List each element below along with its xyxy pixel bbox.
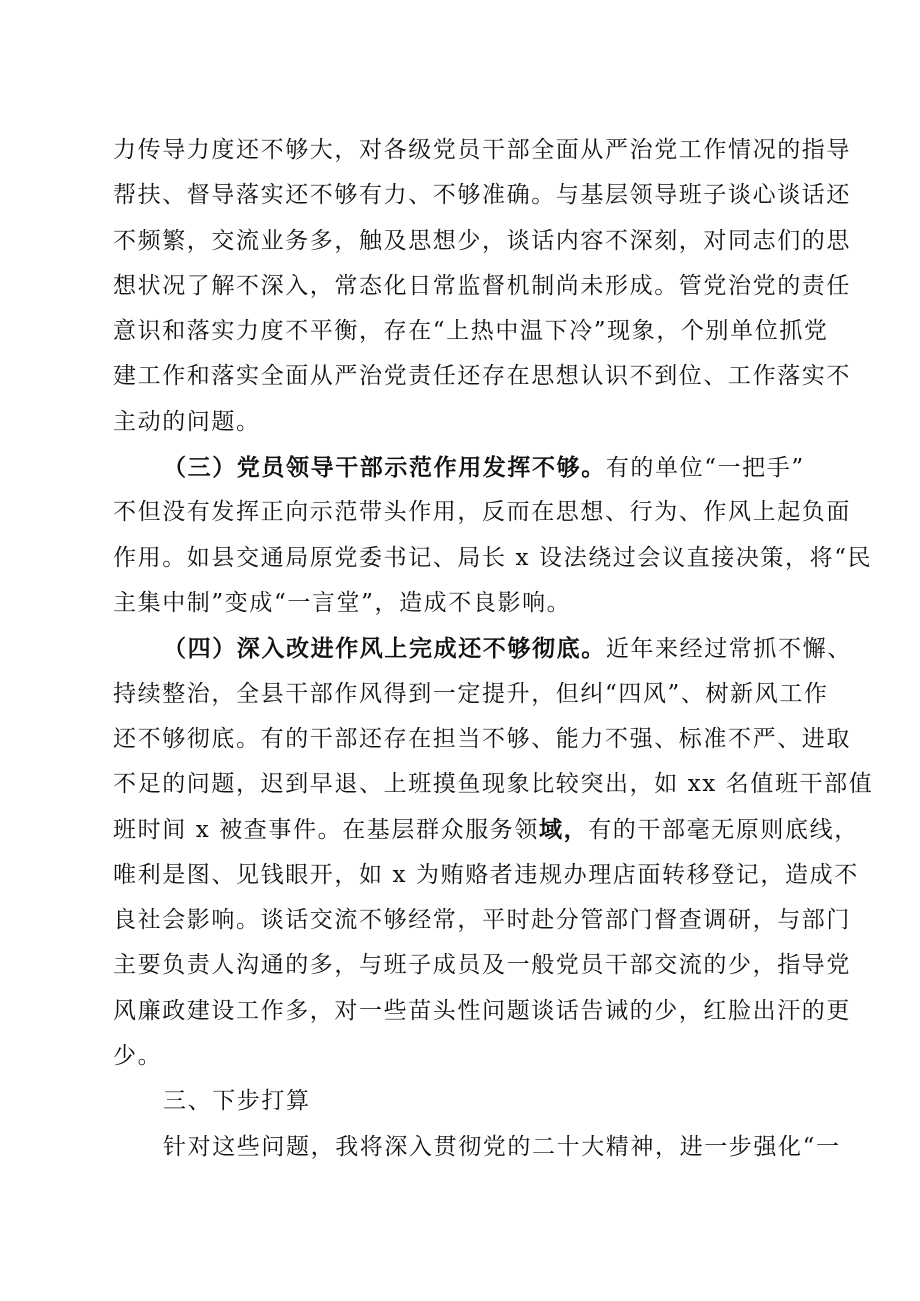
paragraph-heading-4: （四）深入改进作风上完成还不够彻底。 bbox=[163, 635, 606, 663]
text-line: 风廉政建设工作多，对一些苗头性问题谈话告诫的少，红脸出汗的更 bbox=[113, 997, 851, 1024]
text-line: 帮扶、督导落实还不够有力、不够准确。与基层领导班子谈心谈话还 bbox=[113, 182, 851, 209]
text-line bbox=[113, 626, 852, 671]
text-line bbox=[113, 445, 813, 490]
paragraph-leadership-example bbox=[113, 445, 873, 626]
text-line: 针对这些问题，我将深入贯彻党的二十大精神，进一步强化“一 bbox=[163, 1133, 841, 1160]
text-line: 力传导力度还不够大，对各级党员干部全面从严治党工作情况的指导 bbox=[113, 137, 851, 163]
text-segment: 班时间 x 被查事件。在基层群众服务领 bbox=[113, 817, 539, 844]
text-line: 不足的问题，迟到早退、上班摸鱼现象比较突出，如 xx 名值班干部值 bbox=[113, 771, 874, 798]
text-line: 还不够彻底。有的干部还存在担当不够、能力不强、标准不严、进取 bbox=[113, 725, 851, 752]
text-line: 不频繁，交流业务多，触及思想少，谈话内容不深刻，对同志们的思 bbox=[113, 227, 851, 254]
text-line: 良社会影响。谈话交流不够经常，平时赴分管部门督查调研，与部门 bbox=[113, 907, 851, 934]
text-line: 唯利是图、见钱眼开，如 x 为贿赂者违规办理店面转移登记，造成不 bbox=[113, 861, 859, 888]
text-line: 持续整治，全县干部作风得到一定提升，但纠“四风”、树新风工作 bbox=[113, 680, 829, 707]
text-line: 不但没有发挥正向示范带头作用，反而在思想、行为、作风上起负面 bbox=[113, 499, 851, 526]
heading-continuation: 有的单位“一把手” bbox=[605, 455, 805, 482]
paragraph-heading-3: （三）党员领导干部示范作用发挥不够。 bbox=[163, 454, 606, 482]
text-line: 想状况了解不深入，常态化日常监督机制尚未形成。管党治党的责任 bbox=[113, 272, 851, 299]
paragraph-responsibility bbox=[113, 128, 851, 445]
text-line bbox=[113, 807, 859, 852]
text-line: 主要负责人沟通的多，与班子成员及一般党员干部交流的少，指导党 bbox=[113, 952, 851, 979]
text-line: 意识和落实力度不平衡，存在“上热中温下冷”现象，个别单位抓党 bbox=[113, 318, 829, 345]
paragraph-work-style bbox=[113, 626, 874, 1079]
heading-continuation: 近年来经过常抓不懈、 bbox=[605, 636, 852, 663]
document-body bbox=[113, 128, 874, 1170]
bold-character: 域， bbox=[539, 816, 589, 844]
text-line: 建工作和落实全面从严治党责任还存在思想认识不到位、工作落实不 bbox=[113, 363, 851, 390]
paragraph-next-steps bbox=[113, 1125, 841, 1170]
text-line: 少。 bbox=[113, 1042, 163, 1069]
section-heading: 三、下步打算 bbox=[163, 1088, 311, 1115]
text-segment: 有的干部毫无原则底线， bbox=[588, 817, 859, 844]
text-line: 主动的问题。 bbox=[113, 408, 261, 435]
text-line: 作用。如县交通局原党委书记、局长 x 设法绕过会议直接决策，将“民 bbox=[113, 544, 873, 571]
text-line: 主集中制”变成“一言堂”，造成不良影响。 bbox=[113, 589, 572, 616]
